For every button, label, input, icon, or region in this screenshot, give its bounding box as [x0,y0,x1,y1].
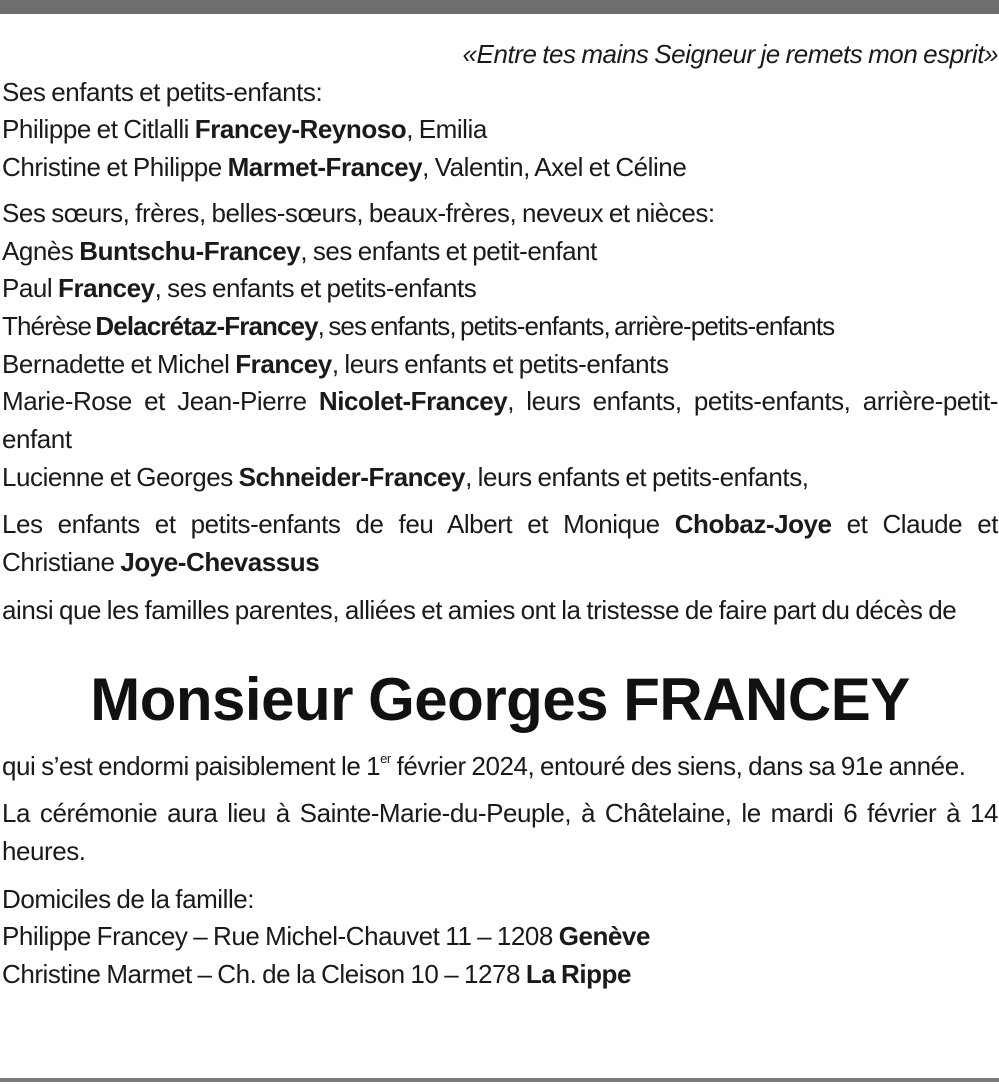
family-name: Delacrétaz-Francey [95,310,318,341]
children-heading: Ses enfants et petits-enfants: [2,76,323,107]
family-name: Marmet-Francey [227,152,423,183]
obituary-notice [2,36,998,994]
domicile-entry [2,918,998,956]
family-name: Francey [58,273,155,304]
top-divider [0,0,999,14]
family-entry [2,233,998,271]
entry-suffix: , leurs enfants et petits-enfants, [465,461,809,492]
death-text: qui s’est endormi paisiblement le 1 [2,750,381,781]
family-name: Nicolet-Francey [318,386,508,417]
family-name: Joye-Chevassus [120,547,320,578]
entry-suffix: , ses enfants et petits-enfants [154,273,477,304]
siblings-section [2,195,998,497]
entry-suffix: , ses enfants et petit-enfant [300,235,597,266]
children-section [2,74,998,187]
entry-prefix: Philippe et Citlalli [2,114,195,145]
entry-suffix: , leurs enfants, petits-enfants, arrière-petit-enfant [2,386,998,455]
family-name: Buntschu-Francey [79,235,301,266]
domiciles-heading: Domiciles de la famille: [2,883,255,914]
motto-quote: «Entre tes mains Seigneur je remets mon esprit» [462,39,998,69]
death-text: février 2024, entouré des siens, dans sa 91e année. [390,750,966,781]
address-text: Philippe Francey – Rue Michel-Chauvet 11 – 1208 [2,921,559,952]
siblings-heading: Ses sœurs, frères, belles-sœurs, beaux-frères, neveux et nièces: [2,197,715,228]
entry-prefix: Thérèse [2,310,96,341]
announcement-text: ainsi que les familles parentes, alliées et amies ont la tristesse de faire part du décès de [2,594,957,625]
family-entry [2,346,998,384]
entry-suffix: , ses enfants, petits-enfants, arrière-petits-enfants [317,310,835,341]
extended-family [2,506,998,581]
family-name: Schneider-Francey [238,461,466,492]
family-name: Francey-Reynoso [194,114,407,145]
bottom-divider [0,1078,999,1082]
family-name: Francey [235,348,332,379]
family-entry [2,149,998,187]
deceased-name: Monsieur Georges FRANCEY [90,665,910,733]
family-entry [2,270,998,308]
city-name: La Rippe [525,959,632,990]
entry-prefix: Lucienne et Georges [2,461,239,492]
entry-prefix: Bernadette et Michel [2,348,236,379]
entry-prefix: Marie-Rose et Jean-Pierre [2,386,319,417]
entry-prefix: Agnès [2,235,80,266]
ordinal-superscript: er [380,750,391,766]
entry-prefix: Les enfants et petits-enfants de feu Albert et Monique [2,509,675,540]
family-name: Chobaz-Joye [674,509,832,540]
family-entry [2,459,998,497]
entry-suffix: , Emilia [406,114,487,145]
entry-prefix: Christine et Philippe [2,152,228,183]
address-text: Christine Marmet – Ch. de la Cleison 10 – 1278 [2,959,526,990]
family-entry [2,308,998,346]
entry-prefix: et Claude et Christiane [2,509,998,578]
ceremony-details: La cérémonie aura lieu à Sainte-Marie-du-Peuple, à Châtelaine, le mardi 6 février à 14 heures. [2,798,998,866]
domicile-entry [2,956,998,994]
entry-suffix: , leurs enfants et petits-enfants [331,348,669,379]
family-entry [2,383,998,458]
death-details [2,748,998,786]
family-entry [2,111,998,149]
domiciles-section [2,881,998,994]
entry-suffix: , Valentin, Axel et Céline [422,152,687,183]
city-name: Genève [558,921,650,952]
entry-prefix: Paul [2,273,59,304]
